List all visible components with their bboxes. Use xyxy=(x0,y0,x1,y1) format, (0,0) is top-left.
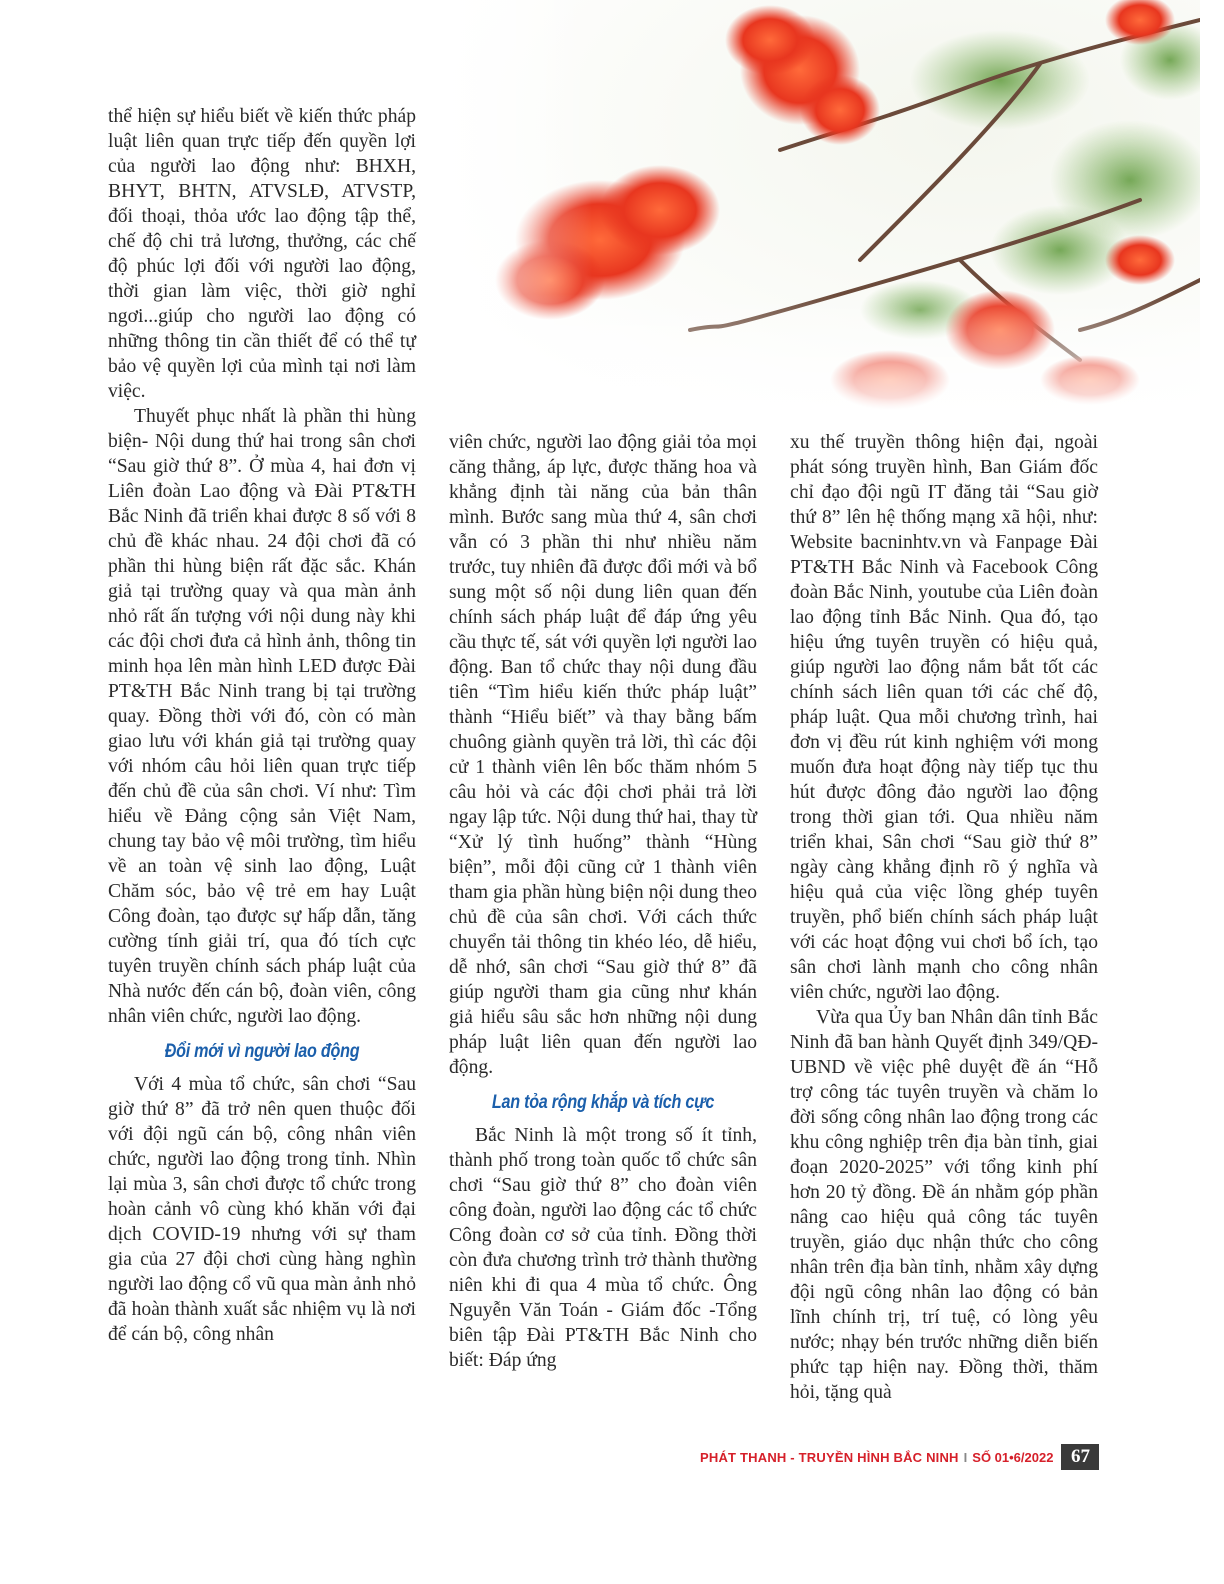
page-number: 67 xyxy=(1061,1444,1099,1470)
flame-tree-photo xyxy=(440,0,1200,420)
paragraph: thể hiện sự hiểu biết về kiến thức pháp luật liên quan trực tiếp đến quyền lợi của người lao động như: BHXH, BHYT, BHTN, ATVSLĐ, ATVSTP, đối thoại, thỏa ước lao động tập thể, chế độ chi trả lương, thưởng, các chế độ phúc lợi đối với người lao động, thời gian làm việc, thời giờ nghỉ ngơi...giúp cho người lao động có những thông tin cần thiết để có thể tự bảo vệ quyền lợi của mình tại nơi làm việc. xyxy=(108,106,416,402)
text-column-2 xyxy=(449,430,757,1373)
footer-separator: I xyxy=(963,1449,968,1465)
page-footer xyxy=(700,1444,1099,1470)
paragraph: Với 4 mùa tổ chức, sân chơi “Sau giờ thứ 8” đã trở nên quen thuộc đối với đội ngũ cán bộ, công nhân viên chức, người lao động trong tỉnh. Nhìn lại mùa 3, sân chơi được tổ chức trong hoàn cảnh vô cùng khó khăn với đại dịch COVID-19 nhưng với sự tham gia của 27 đội chơi cùng hàng nghìn người lao động cổ vũ qua màn ảnh nhỏ đã hoàn thành xuất sắc nhiệm vụ là nơi để cán bộ, công nhân xyxy=(108,1074,416,1345)
paragraph: Bắc Ninh là một trong số ít tỉnh, thành phố trong toàn quốc tổ chức sân chơi “Sau giờ thứ 8” cho đoàn viên công đoàn, người lao động các tổ chức Công đoàn cơ sở của tỉnh. Đồng thời còn đưa chương trình trở thành thường niên khi đi qua 4 mùa tổ chức. Ông Nguyễn Văn Toán - Giám đốc -Tổng biên tập Đài PT&TH Bắc Ninh cho biết: Đáp ứng xyxy=(449,1125,757,1371)
publication-name: PHÁT THANH - TRUYỀN HÌNH BẮC NINH xyxy=(700,1449,959,1465)
text-column-1 xyxy=(108,104,416,1347)
issue-number: SỐ 01•6/2022 xyxy=(972,1449,1054,1465)
paragraph: Thuyết phục nhất là phần thi hùng biện- Nội dung thứ hai trong sân chơi “Sau giờ thứ 8”. Ở mùa 4, hai đơn vị Liên đoàn Lao động và Đài PT&TH Bắc Ninh đã triển khai được 8 số với 8 chủ đề khác nhau. 24 đội chơi đã có phần thi hùng biện rất đặc sắc. Khán giả tại trường quay và qua màn ảnh nhỏ rất ấn tượng với nội dung này khi các đội chơi đưa cả hình ảnh, thông tin minh họa lên màn hình LED được Đài PT&TH Bắc Ninh trang bị tại trường quay. Đồng thời với đó, còn có màn giao lưu với khán giả tại trường quay với nhóm câu hỏi liên quan trực tiếp đến chủ đề của sân chơi. Ví như: Tìm hiểu về Đảng cộng sản Việt Nam, chung tay bảo vệ môi trường, tìm hiểu về an toàn vệ sinh lao động, Luật Chăm sóc, bảo vệ trẻ em hay Luật Công đoàn, tạo được sự hấp dẫn, tăng cường tính giải trí, qua đó tích cực tuyên truyền chính sách pháp luật của Nhà nước đến cán bộ, đoàn viên, công nhân viên chức, người lao động. xyxy=(108,406,416,1027)
paragraph: viên chức, người lao động giải tỏa mọi căng thẳng, áp lực, được thăng hoa và khẳng định tài năng của bản thân mình. Bước sang mùa thứ 4, sân chơi vẫn có 3 phần thi như nhiều năm trước, tuy nhiên đã được đổi mới và bổ sung một số nội dung liên quan đến chính sách pháp luật để đáp ứng yêu cầu thực tế, sát với quyền lợi người lao động. Ban tổ chức thay nội dung đầu tiên “Tìm hiểu kiến thức pháp luật” thành “Hiểu biết” và thay bằng bấm chuông giành quyền trả lời, thì các đội cử 1 thành viên lên bốc thăm nhóm 5 câu hỏi và các đội chơi phải trả lời ngay lập tức. Nội dung thứ hai, thay từ “Xử lý tình huống” thành “Hùng biện”, mỗi đội cũng cử 1 thành viên tham gia phần hùng biện nội dung theo chủ đề của sân chơi. Với cách thức chuyển tải thông tin khéo léo, dễ hiểu, dễ nhớ, sân chơi “Sau giờ thứ 8” đã giúp người tham gia cũng như khán giả hiểu sâu sắc hơn những nội dung pháp luật liên quan đến người lao động. xyxy=(449,432,757,1078)
section-heading: Lan tỏa rộng khắp và tích cực xyxy=(491,1092,715,1113)
section-heading: Đổi mới vì người lao động xyxy=(164,1041,360,1062)
paragraph: xu thế truyền thông hiện đại, ngoài phát sóng truyền hình, Ban Giám đốc chỉ đạo đội ngũ IT đăng tải “Sau giờ thứ 8” lên hệ thống mạng xã hội, như: Website bacninhtv.vn và Fanpage Đài PT&TH Bắc Ninh và Facebook Công đoàn Bắc Ninh, youtube của Liên đoàn lao động tỉnh Bắc Ninh. Qua đó, tạo hiệu ứng tuyên truyền có hiệu quả, giúp người lao động nắm bắt tốt các chính sách liên quan tới các chế độ, pháp luật. Qua mỗi chương trình, hai đơn vị đều rút kinh nghiệm với mong muốn đưa hoạt động này tiếp tục thu hút được đông đảo người lao động trong thời gian tới. Qua nhiều năm triển khai, Sân chơi “Sau giờ thứ 8” ngày càng khẳng định rõ ý nghĩa và hiệu quả của việc lồng ghép tuyên truyền, phổ biến chính sách pháp luật với các hoạt động vui chơi bổ ích, tạo sân chơi lành mạnh cho công nhân viên chức, người lao động. xyxy=(790,432,1098,1003)
text-column-3 xyxy=(790,430,1098,1405)
paragraph: Vừa qua Ủy ban Nhân dân tỉnh Bắc Ninh đã ban hành Quyết định 349/QĐ-UBND về việc phê duyệt đề án “Hỗ trợ công tác tuyên truyền và chăm lo đời sống công nhân lao động trong các khu công nghiệp trên địa bàn tỉnh, giai đoạn 2020-2025” với tổng kinh phí hơn 20 tỷ đồng. Đề án nhằm góp phần nâng cao hiệu quả công tác tuyên truyền, giáo dục nhận thức cho công nhân trên địa bàn tỉnh, nhằm xây dựng đội ngũ công nhân lao động có bản lĩnh chính trị, trí tuệ, có lòng yêu nước; nhạy bén trước những diễn biến phức tạp hiện nay. Đồng thời, thăm hỏi, tặng quà xyxy=(790,1007,1098,1403)
